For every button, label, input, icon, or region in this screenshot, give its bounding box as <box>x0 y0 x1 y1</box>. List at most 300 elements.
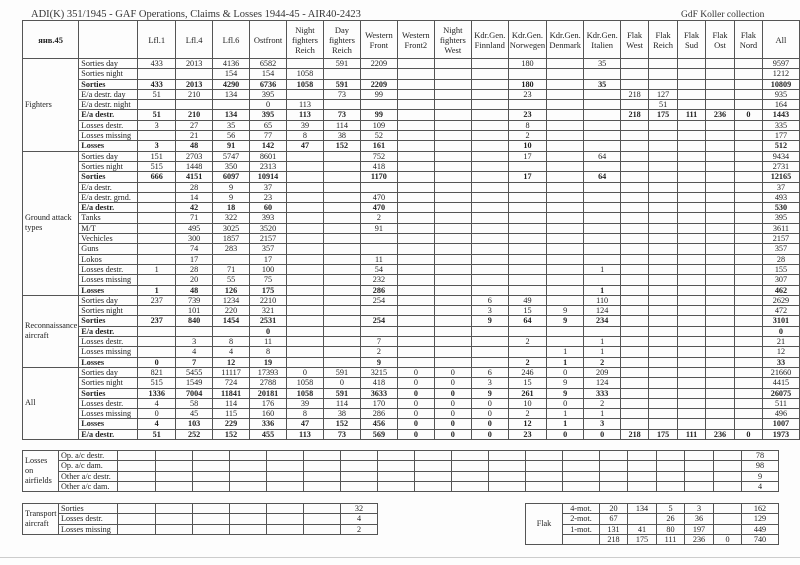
data-cell: 3 <box>176 337 213 347</box>
data-cell <box>678 213 706 223</box>
data-cell: 47 <box>287 419 324 429</box>
data-cell <box>706 151 735 161</box>
data-cell <box>734 306 762 316</box>
data-cell <box>360 234 397 244</box>
data-cell: 71 <box>213 264 250 274</box>
data-cell: 17 <box>176 254 213 264</box>
data-cell <box>734 285 762 295</box>
total-cell: 4 <box>742 481 779 491</box>
data-cell <box>621 337 649 347</box>
data-cell: 51 <box>138 110 176 120</box>
data-cell <box>118 451 156 461</box>
data-cell: 9 <box>547 306 584 316</box>
data-cell <box>678 419 706 429</box>
data-cell: 35 <box>213 120 250 130</box>
data-cell <box>649 388 678 398</box>
data-cell <box>378 451 415 461</box>
data-cell <box>547 131 584 141</box>
data-cell: 124 <box>584 378 621 388</box>
data-cell: 0 <box>734 110 762 120</box>
data-cell: 10 <box>508 141 546 151</box>
data-cell: 236 <box>706 110 735 120</box>
table-row <box>23 89 800 99</box>
data-cell <box>649 326 678 336</box>
data-cell <box>563 481 600 491</box>
data-cell <box>649 378 678 388</box>
data-cell <box>547 89 584 99</box>
data-cell: 395 <box>250 110 287 120</box>
data-cell: 15 <box>508 306 546 316</box>
column-header: Flak Ost <box>706 21 735 59</box>
data-cell: 51 <box>138 429 176 439</box>
data-cell: 23 <box>250 192 287 202</box>
data-cell <box>706 264 735 274</box>
data-cell <box>714 471 742 481</box>
table-row <box>526 514 779 524</box>
data-cell: 10809 <box>762 79 799 89</box>
data-cell <box>706 59 735 69</box>
data-cell <box>434 120 471 130</box>
data-cell: 64 <box>584 172 621 182</box>
data-cell: 1 <box>584 347 621 357</box>
data-cell <box>434 357 471 367</box>
data-cell: 0 <box>397 398 434 408</box>
data-cell <box>471 110 508 120</box>
row-label: Sorties night <box>79 161 138 171</box>
data-cell <box>649 409 678 419</box>
data-cell: 91 <box>360 223 397 233</box>
data-cell <box>360 182 397 192</box>
data-cell <box>547 264 584 274</box>
data-cell: 9 <box>547 378 584 388</box>
data-cell: 752 <box>360 151 397 161</box>
header-row <box>23 21 800 59</box>
data-cell: 357 <box>762 244 799 254</box>
data-cell: 236 <box>685 534 714 544</box>
data-cell: 1007 <box>762 419 799 429</box>
data-cell <box>584 234 621 244</box>
data-cell <box>267 524 304 534</box>
data-cell: 1 <box>547 409 584 419</box>
data-cell: 36 <box>685 514 714 524</box>
data-cell <box>287 89 324 99</box>
table-row <box>23 367 800 377</box>
data-cell: 6097 <box>213 172 250 182</box>
row-label: 1-mot. <box>563 524 600 534</box>
data-cell <box>323 100 360 110</box>
data-cell: 113 <box>287 110 324 120</box>
data-cell <box>649 79 678 89</box>
data-cell <box>678 161 706 171</box>
table-row <box>23 161 800 171</box>
total-cell: 9 <box>742 471 779 481</box>
row-label: 2-mot. <box>563 514 600 524</box>
data-cell <box>706 398 735 408</box>
data-cell <box>706 254 735 264</box>
data-cell: 283 <box>213 244 250 254</box>
data-cell <box>267 451 304 461</box>
data-cell <box>138 100 176 110</box>
data-cell <box>397 141 434 151</box>
data-cell: 1336 <box>138 388 176 398</box>
table-row <box>23 357 800 367</box>
data-cell <box>547 254 584 264</box>
data-cell <box>584 275 621 285</box>
data-cell <box>678 79 706 89</box>
data-cell: 333 <box>584 388 621 398</box>
data-cell <box>323 306 360 316</box>
data-cell <box>621 264 649 274</box>
data-cell <box>287 264 324 274</box>
data-cell <box>584 120 621 130</box>
data-cell <box>628 471 657 481</box>
data-cell: 45 <box>176 409 213 419</box>
data-cell: 1058 <box>287 378 324 388</box>
data-cell <box>287 59 324 69</box>
data-cell: 152 <box>323 141 360 151</box>
data-cell: 12 <box>508 419 546 429</box>
data-cell <box>434 295 471 305</box>
data-cell: 74 <box>176 244 213 254</box>
data-cell <box>193 481 230 491</box>
data-cell <box>138 347 176 357</box>
data-cell <box>621 347 649 357</box>
row-label <box>563 534 600 544</box>
data-cell: 418 <box>360 161 397 171</box>
table-row <box>23 504 378 514</box>
data-cell <box>547 120 584 130</box>
data-cell: 0 <box>471 429 508 439</box>
data-cell <box>138 337 176 347</box>
data-cell <box>706 100 735 110</box>
data-cell: 114 <box>213 398 250 408</box>
group-label: Losses on airfields <box>23 451 59 492</box>
data-cell: 8 <box>287 131 324 141</box>
data-cell: 3 <box>584 419 621 429</box>
data-cell <box>685 461 714 471</box>
data-cell <box>649 347 678 357</box>
data-cell <box>584 244 621 254</box>
data-cell: 0 <box>734 429 762 439</box>
row-label: Lokos <box>79 254 138 264</box>
data-cell <box>706 306 735 316</box>
data-cell: 236 <box>706 429 735 439</box>
data-cell <box>397 316 434 326</box>
column-header: Night fighters Reich <box>287 21 324 59</box>
data-cell: 99 <box>360 89 397 99</box>
group-label: Ground attack types <box>23 151 79 295</box>
data-cell <box>547 172 584 182</box>
data-cell <box>176 326 213 336</box>
data-cell <box>649 285 678 295</box>
data-cell <box>649 306 678 316</box>
data-cell <box>734 59 762 69</box>
data-cell <box>678 285 706 295</box>
data-cell <box>138 306 176 316</box>
data-cell <box>649 254 678 264</box>
data-cell <box>508 69 546 79</box>
data-cell: 5747 <box>213 151 250 161</box>
data-cell: 10914 <box>250 172 287 182</box>
data-cell: 99 <box>360 110 397 120</box>
data-cell: 1 <box>547 419 584 429</box>
data-cell <box>287 213 324 223</box>
data-cell <box>526 461 563 471</box>
data-cell: 2 <box>360 213 397 223</box>
data-cell <box>621 151 649 161</box>
data-cell <box>621 234 649 244</box>
data-cell <box>649 398 678 408</box>
data-cell: 4 <box>138 419 176 429</box>
table-row <box>23 306 800 316</box>
data-cell <box>138 326 176 336</box>
data-cell: 3633 <box>360 388 397 398</box>
data-cell: 3 <box>138 141 176 151</box>
row-label: Losses missing <box>79 347 138 357</box>
data-cell: 0 <box>547 367 584 377</box>
data-cell <box>621 367 649 377</box>
data-cell <box>434 264 471 274</box>
data-cell: 9434 <box>762 151 799 161</box>
table-row <box>23 481 779 491</box>
row-label: Losses destr. <box>79 337 138 347</box>
column-header: Night fighters West <box>434 21 471 59</box>
data-cell <box>734 234 762 244</box>
data-cell <box>657 481 685 491</box>
data-cell <box>584 100 621 110</box>
data-cell <box>471 69 508 79</box>
data-cell: 4 <box>213 347 250 357</box>
data-cell <box>397 306 434 316</box>
data-cell: 2013 <box>176 79 213 89</box>
data-cell: 64 <box>584 151 621 161</box>
data-cell <box>323 182 360 192</box>
data-cell: 142 <box>250 141 287 151</box>
data-cell <box>734 89 762 99</box>
data-cell: 37 <box>250 182 287 192</box>
data-cell: 54 <box>360 264 397 274</box>
data-cell: 111 <box>678 429 706 439</box>
data-cell: 220 <box>213 306 250 316</box>
data-cell <box>508 347 546 357</box>
data-cell <box>323 264 360 274</box>
data-cell: 307 <box>762 275 799 285</box>
data-cell <box>471 244 508 254</box>
data-cell <box>734 337 762 347</box>
data-cell: 0 <box>547 429 584 439</box>
data-cell: 77 <box>250 131 287 141</box>
data-cell: 152 <box>213 429 250 439</box>
data-cell <box>138 234 176 244</box>
data-cell <box>734 347 762 357</box>
data-cell: 11117 <box>213 367 250 377</box>
data-cell: 49 <box>508 295 546 305</box>
data-cell <box>649 182 678 192</box>
data-cell: 286 <box>360 409 397 419</box>
group-label: Flak <box>526 504 563 545</box>
data-cell <box>287 172 324 182</box>
data-cell <box>452 471 489 481</box>
data-cell: 109 <box>360 120 397 130</box>
data-cell: 56 <box>213 131 250 141</box>
data-cell <box>649 120 678 130</box>
data-cell <box>397 161 434 171</box>
data-cell: 2 <box>584 398 621 408</box>
data-cell: 0 <box>397 378 434 388</box>
row-label: Losses destr. <box>59 514 118 524</box>
data-cell: 42 <box>176 203 213 213</box>
data-cell <box>678 244 706 254</box>
data-cell: 12 <box>762 347 799 357</box>
data-cell <box>563 451 600 461</box>
data-cell: 0 <box>434 429 471 439</box>
data-cell <box>621 79 649 89</box>
data-cell <box>378 471 415 481</box>
data-cell: 1 <box>584 409 621 419</box>
data-cell: 0 <box>138 409 176 419</box>
data-cell <box>547 59 584 69</box>
data-cell: 0 <box>397 409 434 419</box>
data-cell: 71 <box>176 213 213 223</box>
data-cell: 739 <box>176 295 213 305</box>
data-cell <box>714 451 742 461</box>
data-cell <box>706 285 735 295</box>
data-cell <box>621 378 649 388</box>
data-cell <box>323 203 360 213</box>
data-cell: 0 <box>397 419 434 429</box>
data-cell <box>434 275 471 285</box>
data-cell: 73 <box>323 429 360 439</box>
data-cell: 0 <box>714 534 742 544</box>
data-cell <box>471 89 508 99</box>
data-cell <box>360 306 397 316</box>
data-cell <box>397 234 434 244</box>
data-cell: 218 <box>600 534 628 544</box>
data-cell: 2 <box>508 337 546 347</box>
data-cell: 0 <box>434 409 471 419</box>
data-cell <box>434 79 471 89</box>
data-cell: 180 <box>508 79 546 89</box>
data-cell: 28 <box>762 254 799 264</box>
data-cell: 2210 <box>250 295 287 305</box>
data-cell <box>649 59 678 69</box>
data-cell <box>287 275 324 285</box>
data-cell: 252 <box>176 429 213 439</box>
section-fighters <box>23 59 800 152</box>
data-cell <box>706 357 735 367</box>
data-cell: 393 <box>250 213 287 223</box>
data-cell <box>621 131 649 141</box>
data-cell <box>600 481 628 491</box>
row-label: Losses <box>79 357 138 367</box>
data-cell <box>714 504 742 514</box>
data-cell <box>287 326 324 336</box>
data-cell <box>584 213 621 223</box>
data-cell <box>734 378 762 388</box>
data-cell: 2209 <box>360 59 397 69</box>
data-cell: 6 <box>471 367 508 377</box>
table-row <box>23 192 800 202</box>
data-cell <box>508 275 546 285</box>
column-header: Kdr.Gen. Denmark <box>547 21 584 59</box>
data-cell: 23 <box>508 89 546 99</box>
data-cell <box>678 89 706 99</box>
table-row <box>526 524 779 534</box>
data-cell <box>397 275 434 285</box>
data-cell: 164 <box>762 100 799 110</box>
data-cell <box>287 337 324 347</box>
data-cell: 113 <box>287 429 324 439</box>
data-cell <box>706 378 735 388</box>
data-cell <box>323 244 360 254</box>
data-cell: 3215 <box>360 367 397 377</box>
table-row <box>23 69 800 79</box>
data-cell: 15 <box>508 378 546 388</box>
data-cell: 21660 <box>762 367 799 377</box>
data-cell: 9 <box>213 182 250 192</box>
data-cell: 724 <box>213 378 250 388</box>
row-label: Losses missing <box>79 275 138 285</box>
column-header: Flak Nord <box>734 21 762 59</box>
data-cell <box>323 295 360 305</box>
data-cell <box>734 161 762 171</box>
data-cell <box>471 151 508 161</box>
data-cell: 113 <box>287 100 324 110</box>
data-cell: 470 <box>360 203 397 213</box>
data-cell <box>489 481 526 491</box>
row-label: Sorties <box>59 504 118 514</box>
data-cell: 58 <box>176 398 213 408</box>
data-cell: 10 <box>508 398 546 408</box>
table-row <box>23 275 800 285</box>
data-cell <box>649 244 678 254</box>
data-cell <box>649 203 678 213</box>
row-label: Guns <box>79 244 138 254</box>
data-cell <box>621 326 649 336</box>
data-cell <box>649 192 678 202</box>
data-cell <box>323 161 360 171</box>
data-cell <box>584 192 621 202</box>
column-header: Flak West <box>621 21 649 59</box>
data-cell <box>434 244 471 254</box>
data-cell <box>287 151 324 161</box>
data-cell <box>415 461 452 471</box>
data-cell <box>621 59 649 69</box>
data-cell <box>397 244 434 254</box>
data-cell <box>678 234 706 244</box>
data-cell: 11841 <box>213 388 250 398</box>
data-cell <box>434 131 471 141</box>
data-cell <box>471 161 508 171</box>
data-cell: 0 <box>584 429 621 439</box>
data-cell <box>323 234 360 244</box>
data-cell <box>434 69 471 79</box>
data-cell <box>734 192 762 202</box>
table-row <box>23 213 800 223</box>
data-cell: 2629 <box>762 295 799 305</box>
data-cell: 0 <box>434 419 471 429</box>
data-cell: 180 <box>508 59 546 69</box>
data-cell <box>471 275 508 285</box>
data-cell <box>547 141 584 151</box>
data-cell: 48 <box>176 141 213 151</box>
total-cell: 78 <box>742 451 779 461</box>
data-cell <box>287 161 324 171</box>
data-cell: 2013 <box>176 59 213 69</box>
data-cell: 21 <box>176 131 213 141</box>
column-header: Western Front <box>360 21 397 59</box>
data-cell: 254 <box>360 316 397 326</box>
